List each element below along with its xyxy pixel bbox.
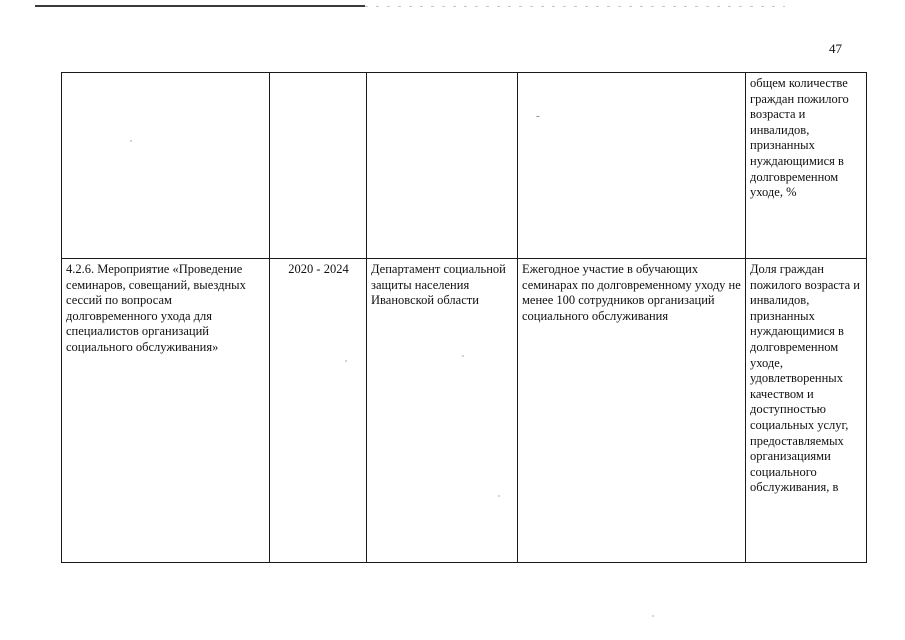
page-number: 47 <box>829 41 842 56</box>
dash-mark: - <box>536 110 540 122</box>
cell-period-empty <box>270 73 367 259</box>
scan-speck <box>345 360 347 362</box>
cell-period: 2020 - 2024 <box>270 259 367 563</box>
scan-artifact-line <box>365 6 785 7</box>
table-row-4-2-6 <box>62 259 867 563</box>
cell-indicator-continued: общем количестве граждан пожилого возраста и инвалидов, признанных нуждающимися в долговременном уходе, % <box>746 73 867 259</box>
cell-executor: Департамент социальной защиты населения Ивановской области <box>367 259 518 563</box>
cell-executor-empty <box>367 73 518 259</box>
cell-result: Ежегодное участие в обучающих семинарах по долговременному уходу не менее 100 сотрудников организаций социального обслуживания <box>518 259 746 563</box>
scan-speck <box>498 495 500 497</box>
table-row-continued <box>62 73 867 259</box>
cell-activity-empty <box>62 73 270 259</box>
scan-speck <box>462 355 464 357</box>
program-activities-table <box>61 72 867 563</box>
scan-speck <box>130 140 132 142</box>
top-rule <box>35 5 365 7</box>
cell-result-empty <box>518 73 746 259</box>
cell-activity: 4.2.6. Мероприятие «Проведение семинаров, совещаний, выездных сессий по вопросам долговременного ухода для специалистов организаций социального обслуживания» <box>62 259 270 563</box>
scan-speck <box>652 615 654 617</box>
cell-indicator: Доля граждан пожилого возраста и инвалидов, признанных нуждающимися в долговременном уходе, удовлетворенных качеством и доступностью социальных услуг, предоставляемых организациями социального обслуживания, в <box>746 259 867 563</box>
